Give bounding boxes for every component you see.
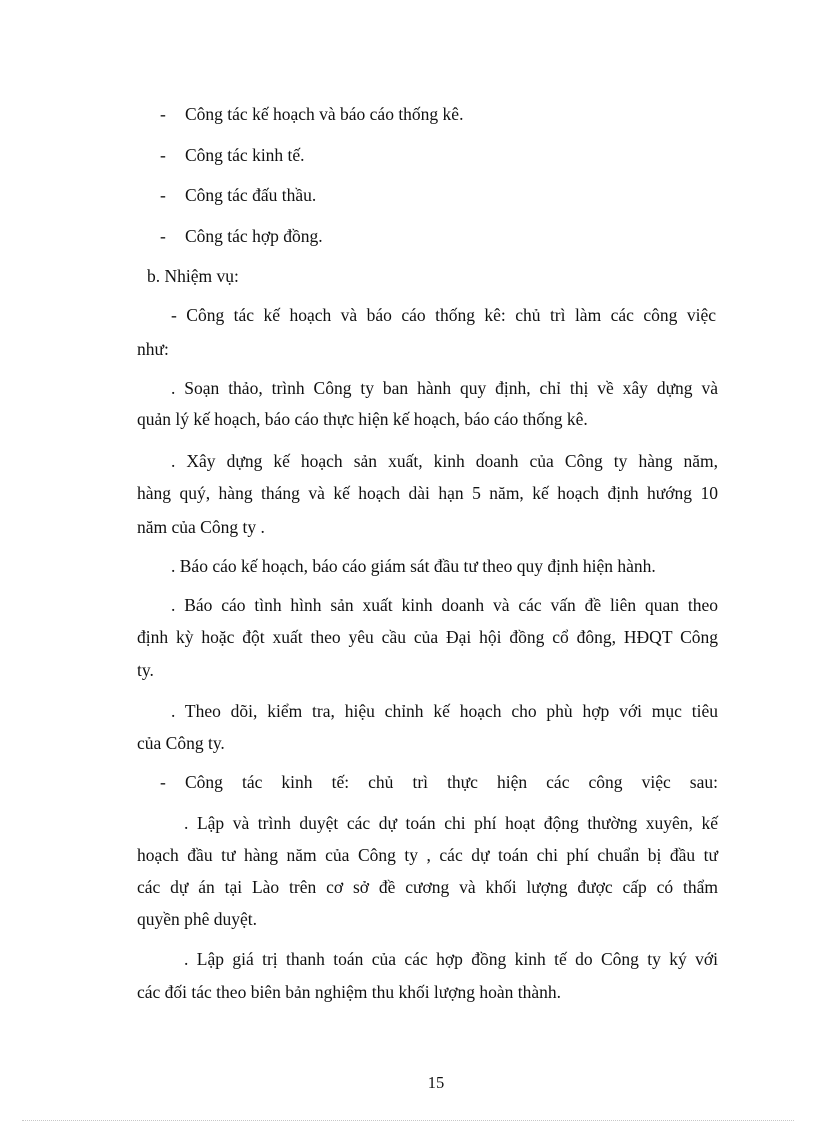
bullet-dash: - <box>160 145 166 165</box>
bullet-dash: - <box>160 772 166 792</box>
section-heading: b. Nhiệm vụ: <box>147 266 239 286</box>
paragraph-line: định kỳ hoặc đột xuất theo yêu cầu của Đại hội đồng cổ đông, HĐQT Công <box>137 627 718 647</box>
paragraph-line: năm của Công ty . <box>137 517 265 537</box>
paragraph-line: - Công tác kế hoạch và báo cáo thống kê: chủ trì làm các công việc <box>171 305 716 325</box>
paragraph-line: . Báo cáo kế hoạch, báo cáo giám sát đầu tư theo quy định hiện hành. <box>171 556 656 576</box>
bullet-dash: - <box>160 185 166 205</box>
page-number: 15 <box>427 1072 445 1092</box>
bullet-dash: - <box>160 104 166 124</box>
paragraph-line: . Theo dõi, kiểm tra, hiệu chỉnh kế hoạch cho phù hợp với mục tiêu <box>171 701 718 721</box>
bullet-item: Công tác kế hoạch và báo cáo thống kê. <box>185 104 464 124</box>
footer-divider <box>22 1120 794 1121</box>
paragraph-line: các đối tác theo biên bản nghiệm thu khối lượng hoàn thành. <box>137 982 562 1002</box>
paragraph-line: quản lý kế hoạch, báo cáo thực hiện kế hoạch, báo cáo thống kê. <box>137 409 588 429</box>
paragraph-line: . Lập giá trị thanh toán của các hợp đồng kinh tế do Công ty ký với <box>184 949 718 969</box>
bullet-item: Công tác hợp đồng. <box>185 226 323 246</box>
bullet-dash: - <box>160 226 166 246</box>
paragraph-line: . Xây dựng kế hoạch sản xuất, kinh doanh của Công ty hàng năm, <box>171 451 718 471</box>
paragraph-line: của Công ty. <box>137 733 225 753</box>
bullet-item: Công tác kinh tế. <box>185 145 305 165</box>
paragraph-line: hoạch đầu tư hàng năm của Công ty , các dự toán chi phí chuẩn bị đầu tư <box>137 845 718 865</box>
paragraph-line: quyền phê duyệt. <box>137 909 258 929</box>
paragraph-line: như: <box>137 339 169 359</box>
paragraph-line: ty. <box>137 660 154 680</box>
paragraph-line: . Soạn thảo, trình Công ty ban hành quy định, chỉ thị về xây dựng và <box>171 378 718 398</box>
paragraph-line: hàng quý, hàng tháng và kế hoạch dài hạn 5 năm, kế hoạch định hướng 10 <box>137 483 718 503</box>
paragraph-line: Công tác kinh tế: chủ trì thực hiện các công việc sau: <box>185 772 718 792</box>
paragraph-line: . Báo cáo tình hình sản xuất kinh doanh và các vấn đề liên quan theo <box>171 595 718 615</box>
paragraph-line: . Lập và trình duyệt các dự toán chi phí hoạt động thường xuyên, kế <box>184 813 718 833</box>
paragraph-line: các dự án tại Lào trên cơ sở đề cương và khối lượng được cấp có thẩm <box>137 877 718 897</box>
bullet-item: Công tác đấu thầu. <box>185 185 317 205</box>
